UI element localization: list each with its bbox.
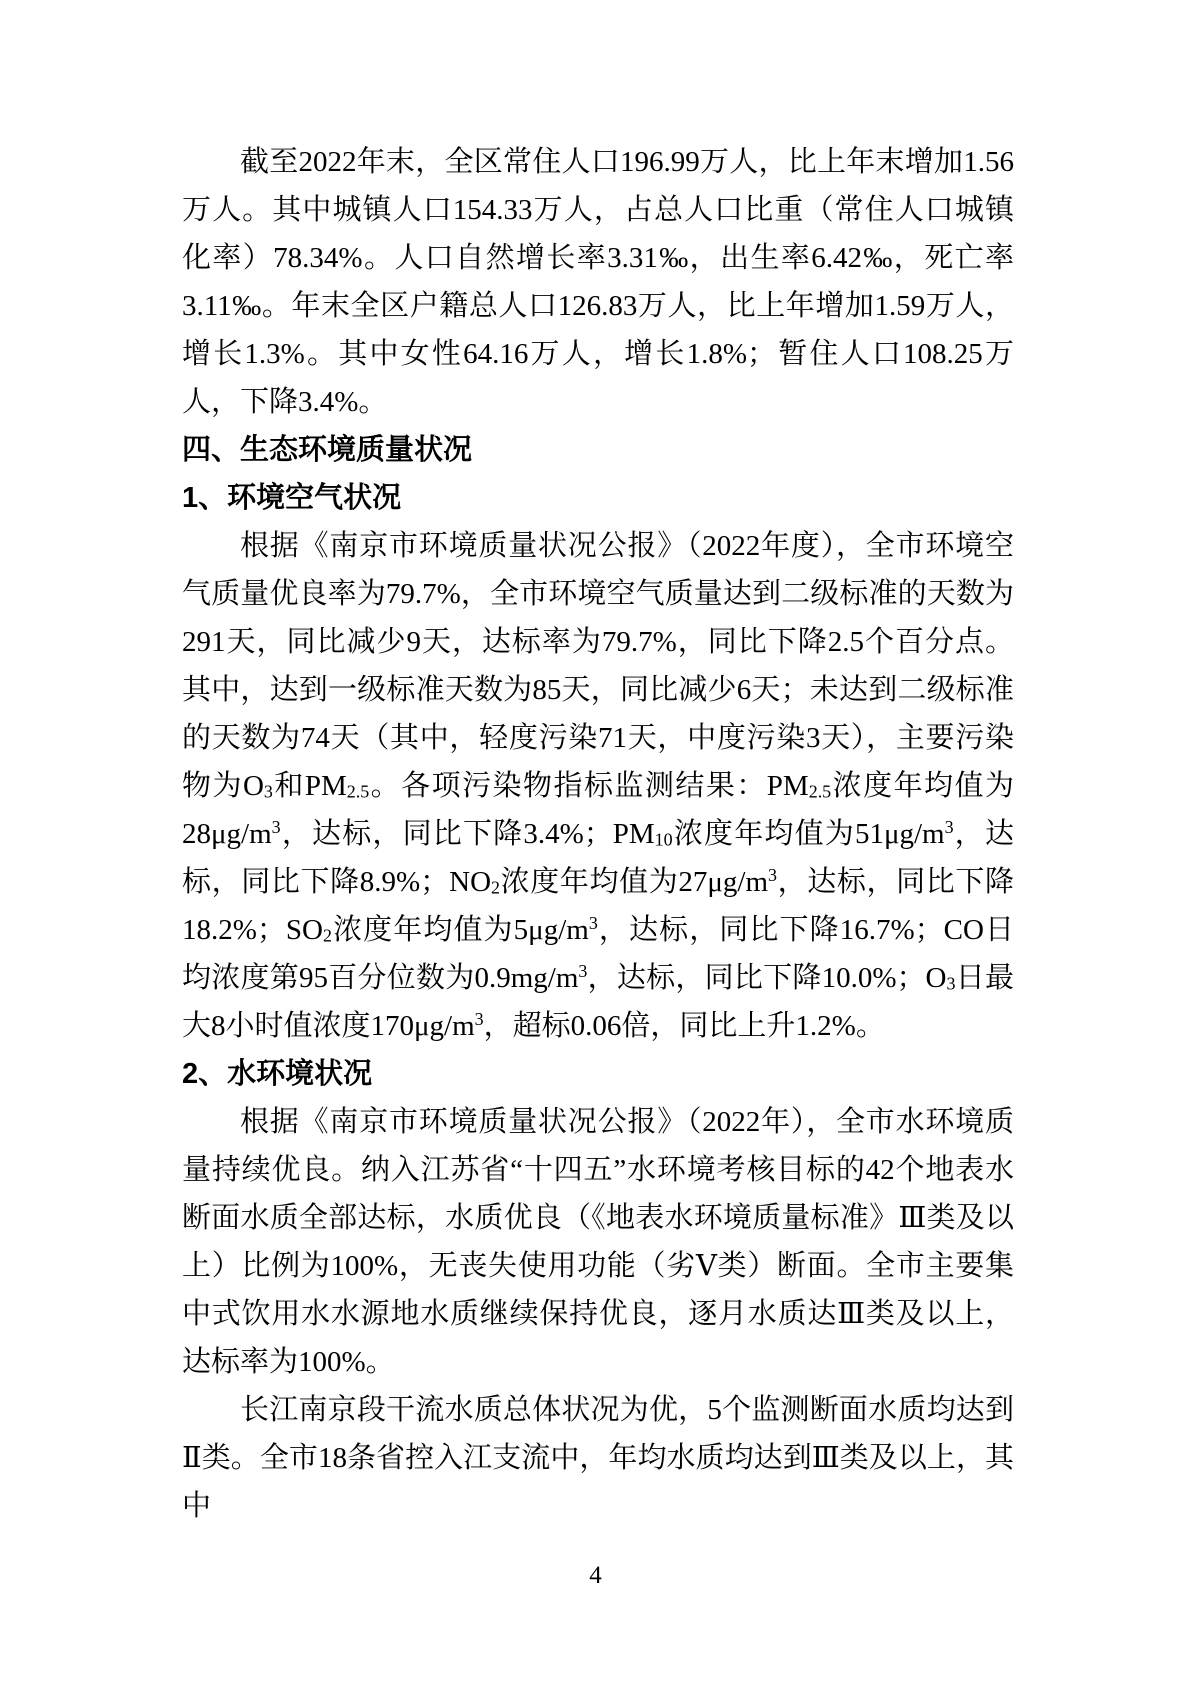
paragraph-air-quality: 根据《南京市环境质量状况公报》（2022年度），全市环境空气质量优良率为79.7%，全市环境空气质量达到二级标准的天数为291天，同比减少9天，达标率为79.7%，同比下降2.5个百分点。其中，达到一级标准天数为85天，同比减少6天；未达到二级标准的天数为74天（其中，轻度污染71天，中度污染3天），主要污染物为$O_3$和$PM_{2.5}$。各项污染物指标监测结果：$PM_{2.5}$浓度年均值为$28\mu g/m^3$，达标，同比下降3.4%；$PM_{10}$浓度年均值为$51\mu g/m^3$，达标，同比下降8.9%；$NO_2$浓度年均值为$27\mu g/m^3$，达标，同比下降18.2%；$SO_2$浓度年均值为$5\mu g/m^3$，达标，同比下降16.7%；CO日均浓度第95百分位数为$0.9mg/m^3$，达标，同比下降10.0%；$O_3$日最大8小时值浓度$170\mu g/m^3$，超标0.06倍，同比上升1.2%。 <box>182 530 1014 1042</box>
paragraph-water-quality: 根据《南京市环境质量状况公报》（2022年），全市水环境质量持续优良。纳入江苏省“十四五”水环境考核目标的42个地表水断面水质全部达标，水质优良（《地表水环境质量标准》Ⅲ类及以上）比例为100%，无丧失使用功能（劣Ⅴ类）断面。全市主要集中式饮用水水源地水质继续保持优良，逐月水质达Ⅲ类及以上，达标率为100%。 <box>182 1106 1014 1378</box>
paragraph-yangtze-water: 长江南京段干流水质总体状况为优，5个监测断面水质均达到Ⅱ类。全市18条省控入江支流中，年均水质均达到Ⅲ类及以上，其中 <box>182 1394 1014 1522</box>
heading-water-environment: 2、水环境状况 <box>182 1058 373 1090</box>
document-body <box>182 138 1014 1530</box>
paragraph-population-stats: 截至2022年末，全区常住人口196.99万人，比上年末增加1.56万人。其中城镇人口154.33万人，占总人口比重（常住人口城镇化率）78.34%。人口自然增长率3.31‰，出生率6.42‰，死亡率3.11‰。年末全区户籍总人口126.83万人，比上年增加1.59万人，增长1.3%。其中女性64.16万人，增长1.8%；暂住人口108.25万人，下降3.4%。 <box>182 146 1014 418</box>
heading-ecology-section: 四、生态环境质量状况 <box>182 434 473 466</box>
page-number: 4 <box>589 1562 602 1589</box>
page-footer <box>0 1560 1191 1592</box>
heading-air-quality: 1、环境空气状况 <box>182 482 402 514</box>
